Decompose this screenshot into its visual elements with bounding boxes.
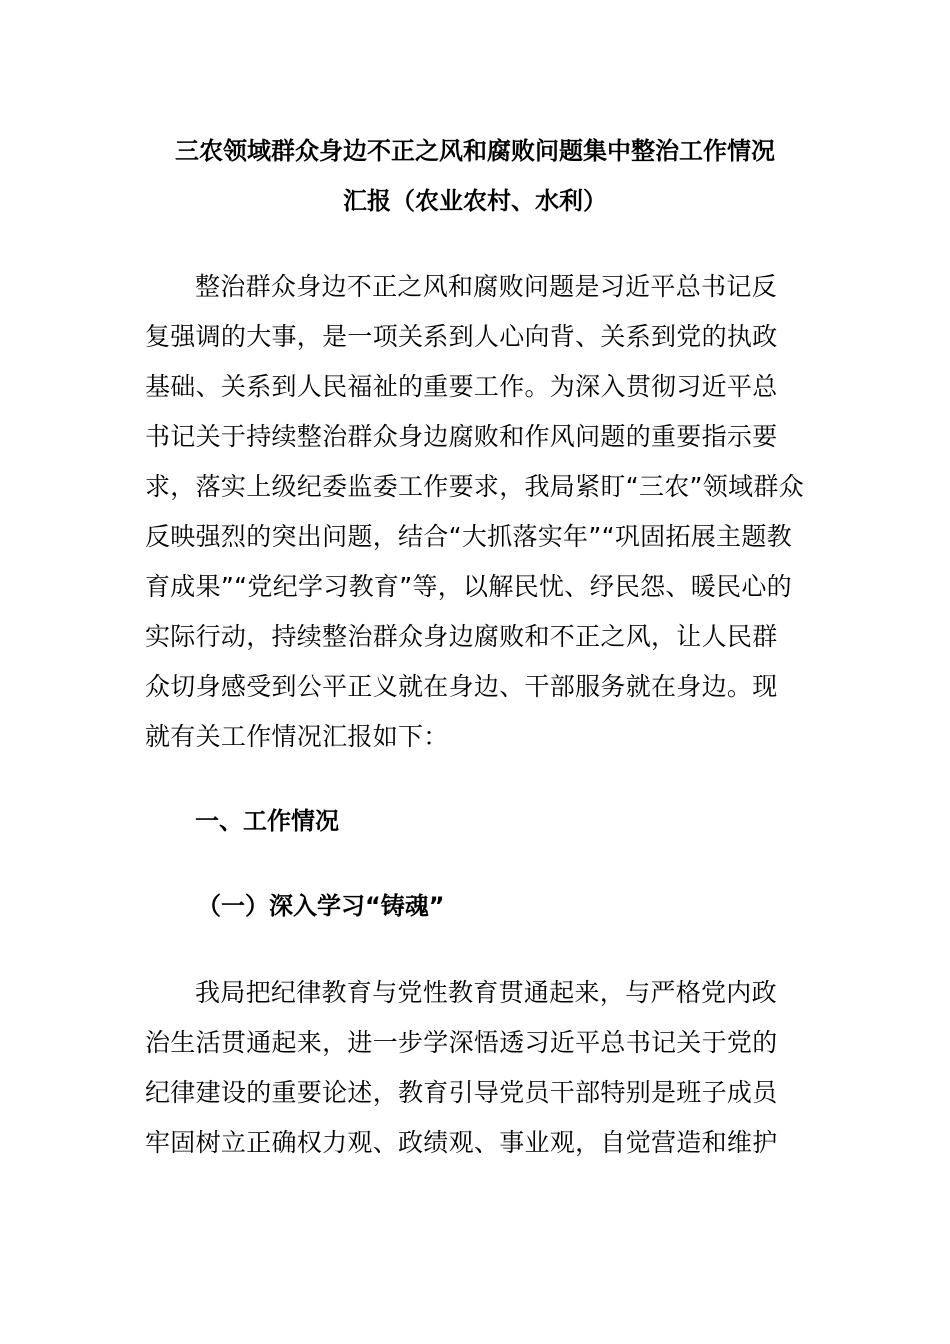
intro-line-7: 育成果”“党纪学习教育”等，以解民忧、纾民怨、暖民心的 — [145, 572, 792, 601]
para2-line-4: 牢固树立正确权力观、政绩观、事业观，自觉营造和维护 — [145, 1128, 778, 1157]
intro-line-5: 求，落实上级纪委监委工作要求，我局紧盯“三农”领域群众 — [145, 472, 805, 501]
document-title-line-2: 汇报（农业农村、水利） — [343, 187, 607, 215]
section-heading: 一、工作情况 — [195, 807, 339, 835]
para2-line-2: 治生活贯通起来，进一步学深悟透习近平总书记关于党的 — [145, 1028, 778, 1057]
document-title-line-1: 三农领域群众身边不正之风和腐败问题集中整治工作情况 — [175, 137, 775, 165]
intro-line-10: 就有关工作情况汇报如下： — [145, 722, 449, 751]
subsection-heading: （一）深入学习“铸魂” — [197, 892, 445, 920]
intro-line-6: 反映强烈的突出问题，结合“大抓落实年”“巩固拓展主题教 — [145, 522, 792, 551]
intro-line-1: 整治群众身边不正之风和腐败问题是习近平总书记反 — [195, 272, 777, 301]
intro-line-8: 实际行动，持续整治群众身边腐败和不正之风，让人民群 — [145, 622, 778, 651]
para2-line-1: 我局把纪律教育与党性教育贯通起来，与严格党内政 — [195, 978, 777, 1007]
intro-line-9: 众切身感受到公平正义就在身边、干部服务就在身边。现 — [145, 672, 778, 701]
intro-line-4: 书记关于持续整治群众身边腐败和作风问题的重要指示要 — [145, 422, 778, 451]
intro-line-2: 复强调的大事，是一项关系到人心向背、关系到党的执政 — [145, 322, 778, 351]
para2-line-3: 纪律建设的重要论述，教育引导党员干部特别是班子成员 — [145, 1078, 778, 1107]
intro-line-3: 基础、关系到人民福祉的重要工作。为深入贯彻习近平总 — [145, 372, 778, 401]
